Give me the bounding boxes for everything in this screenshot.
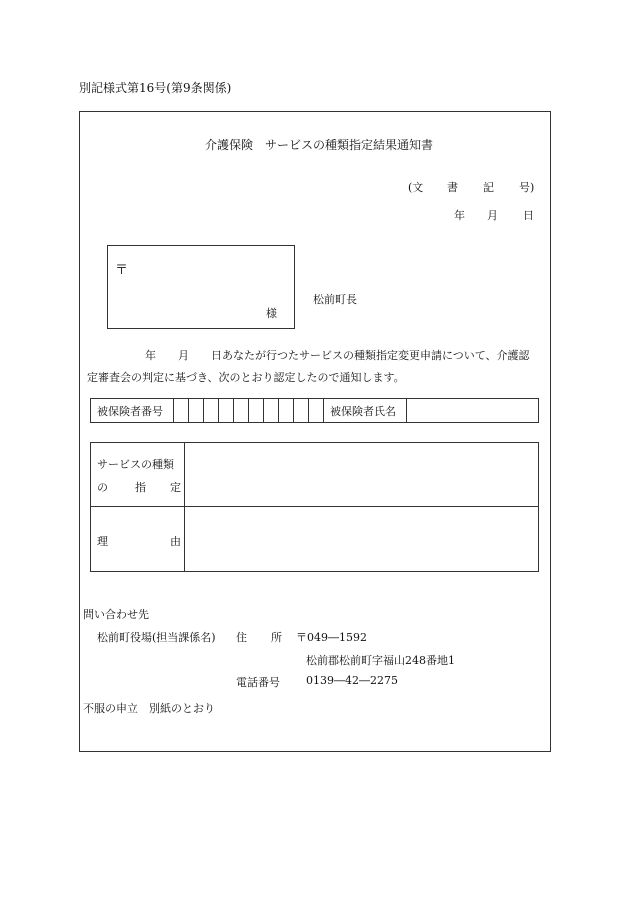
insured-number-label: 被保険者番号 — [91, 399, 174, 423]
service-label-line1: サービスの種類 — [97, 458, 174, 471]
doc-number-ki: 記 — [483, 181, 494, 194]
insured-name-value — [407, 399, 539, 423]
service-value-cell — [185, 443, 539, 507]
date-month: 月 — [487, 209, 498, 222]
body-month: 月 — [178, 349, 189, 362]
reason-value-cell — [185, 507, 539, 572]
number-cell — [264, 399, 279, 423]
doc-number-go: 号) — [519, 181, 535, 194]
number-cell — [309, 399, 324, 423]
recipient-sama: 様 — [266, 307, 277, 320]
number-cell — [204, 399, 219, 423]
number-cell — [189, 399, 204, 423]
body-text-line2: 定審査会の判定に基づき、次のとおり認定したので通知します。 — [87, 371, 405, 384]
date-year: 年 — [454, 209, 465, 222]
reason-label-ri: 理 — [97, 535, 108, 548]
body-text-line1: 日あなたが行つたサービスの種類指定変更申請について、介護認 — [211, 349, 530, 362]
form-number: 別記様式第16号(第9条関係) — [79, 81, 232, 95]
date-day: 日 — [523, 209, 534, 222]
inquiry-heading: 問い合わせ先 — [83, 608, 149, 621]
doc-number-open: (文 — [408, 181, 424, 194]
postal-mark: 〒 — [115, 263, 129, 278]
service-label-no: の — [97, 481, 108, 494]
body-year: 年 — [145, 349, 156, 362]
number-cell — [294, 399, 309, 423]
address-label-sho: 所 — [271, 631, 282, 644]
sender-name: 松前町長 — [313, 293, 357, 306]
address-label-ju: 住 — [236, 631, 247, 644]
service-label-shi: 指 — [135, 481, 146, 494]
page-title: 介護保険 サービスの種類指定結果通知書 — [205, 138, 434, 152]
insured-table — [90, 398, 539, 423]
reason-label-yu: 由 — [170, 535, 181, 548]
service-label-cell — [91, 443, 185, 507]
insured-name-label: 被保険者氏名 — [324, 399, 407, 423]
inquiry-office: 松前町役場(担当課係名) — [97, 631, 216, 644]
number-cell — [279, 399, 294, 423]
number-cell — [219, 399, 234, 423]
number-cell — [234, 399, 249, 423]
number-cell — [174, 399, 189, 423]
reason-label-cell — [91, 507, 185, 572]
appeal-note: 不服の申立 別紙のとおり — [83, 702, 215, 715]
inquiry-address: 松前郡松前町字福山248番地1 — [306, 654, 455, 667]
detail-table — [90, 442, 539, 572]
service-label-tei: 定 — [170, 481, 181, 494]
phone-number: 0139―42―2275 — [306, 674, 398, 687]
number-cell — [249, 399, 264, 423]
inquiry-postal: 〒049―1592 — [296, 631, 367, 644]
phone-label: 電話番号 — [236, 676, 280, 689]
doc-number-sho: 書 — [447, 181, 458, 194]
